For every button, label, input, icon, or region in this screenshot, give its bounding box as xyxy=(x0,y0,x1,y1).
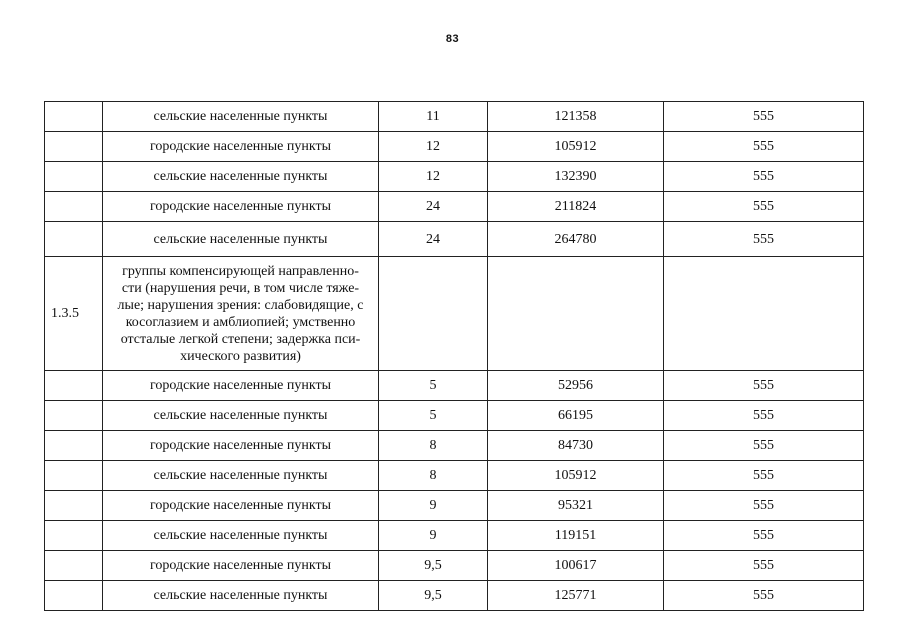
group-description-line: группы компенсирующей направленно- xyxy=(122,263,359,279)
row-number-cell xyxy=(45,192,103,222)
code-cell: 555 xyxy=(664,581,864,611)
table-row xyxy=(45,192,864,222)
cost-cell: 105912 xyxy=(488,461,664,491)
table-row xyxy=(45,551,864,581)
code-cell: 555 xyxy=(664,491,864,521)
quantity-cell: 9,5 xyxy=(379,581,488,611)
settlement-type-cell: сельские населенные пункты xyxy=(103,162,379,192)
code-cell: 555 xyxy=(664,401,864,431)
cost-cell: 84730 xyxy=(488,431,664,461)
group-description-line: сти (нарушения речи, в том числе тяже- xyxy=(121,280,360,296)
settlement-type-cell: городские населенные пункты xyxy=(103,192,379,222)
page-number: 83 xyxy=(445,33,460,45)
row-number-cell xyxy=(45,162,103,192)
row-number-cell xyxy=(45,222,103,257)
table-row xyxy=(45,581,864,611)
settlement-type-cell: сельские населенные пункты xyxy=(103,581,379,611)
table-row xyxy=(45,222,864,257)
row-number-cell xyxy=(45,521,103,551)
settlement-type-cell: городские населенные пункты xyxy=(103,551,379,581)
settlement-type-cell: городские населенные пункты xyxy=(103,491,379,521)
group-row xyxy=(45,257,864,371)
code-cell: 555 xyxy=(664,132,864,162)
cost-cell: 264780 xyxy=(488,222,664,257)
quantity-cell: 9,5 xyxy=(379,551,488,581)
quantity-cell: 5 xyxy=(379,371,488,401)
tariff-table xyxy=(44,101,864,611)
code-cell xyxy=(664,257,864,371)
cost-cell: 125771 xyxy=(488,581,664,611)
cost-cell: 105912 xyxy=(488,132,664,162)
group-description-line: лые; нарушения зрения: слабовидящие, с xyxy=(117,297,364,313)
row-number-cell xyxy=(45,461,103,491)
code-cell: 555 xyxy=(664,162,864,192)
group-description-line: отсталые легкой степени; задержка пси- xyxy=(120,331,361,347)
table-row xyxy=(45,521,864,551)
cost-cell: 100617 xyxy=(488,551,664,581)
settlement-type-cell: сельские населенные пункты xyxy=(103,401,379,431)
table-row xyxy=(45,371,864,401)
code-cell: 555 xyxy=(664,102,864,132)
code-cell: 555 xyxy=(664,551,864,581)
table-row xyxy=(45,431,864,461)
row-number-cell xyxy=(45,551,103,581)
settlement-type-cell: городские населенные пункты xyxy=(103,431,379,461)
cost-cell: 121358 xyxy=(488,102,664,132)
settlement-type-cell: сельские населенные пункты xyxy=(103,461,379,491)
settlement-type-cell: сельские населенные пункты xyxy=(103,521,379,551)
cost-cell: 66195 xyxy=(488,401,664,431)
cost-cell xyxy=(488,257,664,371)
group-number-cell: 1.3.5 xyxy=(45,257,103,371)
group-description-line: хического развития) xyxy=(180,348,301,364)
row-number-cell xyxy=(45,491,103,521)
code-cell: 555 xyxy=(664,431,864,461)
code-cell: 555 xyxy=(664,461,864,491)
code-cell: 555 xyxy=(664,222,864,257)
row-number-cell xyxy=(45,401,103,431)
quantity-cell: 8 xyxy=(379,461,488,491)
group-description-cell xyxy=(103,257,379,371)
quantity-cell: 12 xyxy=(379,132,488,162)
quantity-cell: 5 xyxy=(379,401,488,431)
quantity-cell: 24 xyxy=(379,192,488,222)
settlement-type-cell: городские населенные пункты xyxy=(103,371,379,401)
cost-cell: 132390 xyxy=(488,162,664,192)
quantity-cell: 12 xyxy=(379,162,488,192)
table-row xyxy=(45,102,864,132)
table-row xyxy=(45,132,864,162)
quantity-cell xyxy=(379,257,488,371)
quantity-cell: 24 xyxy=(379,222,488,257)
quantity-cell: 9 xyxy=(379,521,488,551)
row-number-cell xyxy=(45,102,103,132)
row-number-cell xyxy=(45,371,103,401)
quantity-cell: 9 xyxy=(379,491,488,521)
table-row xyxy=(45,162,864,192)
settlement-type-cell: городские населенные пункты xyxy=(103,132,379,162)
row-number-cell xyxy=(45,132,103,162)
settlement-type-cell: сельские населенные пункты xyxy=(103,222,379,257)
cost-cell: 52956 xyxy=(488,371,664,401)
table-row xyxy=(45,491,864,521)
table-row xyxy=(45,461,864,491)
code-cell: 555 xyxy=(664,371,864,401)
cost-cell: 95321 xyxy=(488,491,664,521)
settlement-type-cell: сельские населенные пункты xyxy=(103,102,379,132)
quantity-cell: 8 xyxy=(379,431,488,461)
quantity-cell: 11 xyxy=(379,102,488,132)
row-number-cell xyxy=(45,431,103,461)
table-row xyxy=(45,401,864,431)
cost-cell: 119151 xyxy=(488,521,664,551)
code-cell: 555 xyxy=(664,192,864,222)
code-cell: 555 xyxy=(664,521,864,551)
row-number-cell xyxy=(45,581,103,611)
cost-cell: 211824 xyxy=(488,192,664,222)
group-description-line: косоглазием и амблиопией; умственно xyxy=(125,314,356,330)
